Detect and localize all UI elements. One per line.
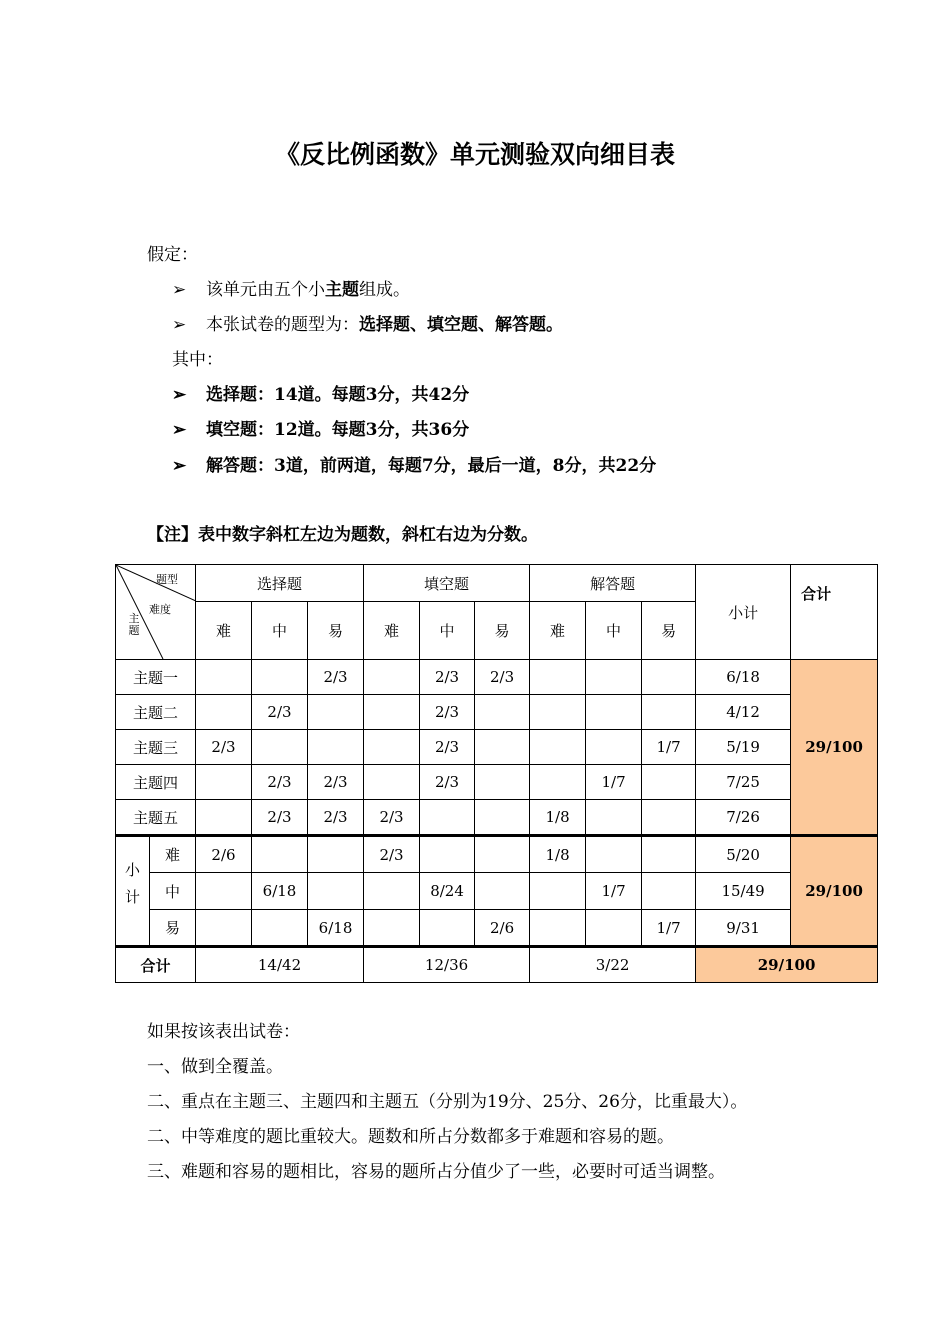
table-cell: [586, 910, 642, 947]
assume-label: 假定：: [147, 245, 198, 265]
table-cell: [364, 660, 420, 695]
table-cell: 6/18: [252, 873, 308, 910]
level-header: 易: [475, 602, 530, 660]
table-cell: 2/6: [475, 910, 530, 947]
arrow-bullet-icon: ➢: [172, 315, 187, 335]
topic-name: 主题五: [116, 800, 196, 836]
row-subtotal: 4/12: [696, 695, 791, 730]
subtotal-group-label: 小计: [116, 836, 150, 947]
total-row: [116, 947, 878, 983]
table-cell: 2/3: [308, 765, 364, 800]
corner-type-label: 题型: [156, 573, 178, 586]
category-choice: 选择题: [196, 565, 364, 602]
conclusion-label: 如果按该表出试卷：: [147, 1022, 300, 1042]
category-answer: 解答题: [530, 565, 696, 602]
topic-name: 主题四: [116, 765, 196, 800]
row-subtotal: 9/31: [696, 910, 791, 947]
topic-name: 主题二: [116, 695, 196, 730]
table-cell: [364, 730, 420, 765]
level-name: 中: [150, 873, 196, 910]
bullet-topics: ➢ 该单元由五个小主题组成。: [172, 280, 410, 300]
table-cell: [364, 765, 420, 800]
table-cell: [420, 800, 475, 836]
table-cell: 2/3: [252, 800, 308, 836]
table-cell: 1/7: [642, 730, 696, 765]
spec-table: [115, 564, 878, 983]
conclusion-item: 一、做到全覆盖。: [147, 1057, 283, 1077]
table-cell: 2/3: [364, 836, 420, 873]
level-header: 难: [196, 602, 252, 660]
table-row: [116, 660, 878, 695]
table-cell: [308, 873, 364, 910]
table-cell: [530, 660, 586, 695]
conclusion-item: 三、难题和容易的题相比，容易的题所占分值少了一些，必要时可适当调整。: [147, 1162, 725, 1182]
table-cell: 2/3: [252, 765, 308, 800]
table-cell: 2/3: [308, 660, 364, 695]
table-cell: 2/6: [196, 836, 252, 873]
table-cell: [530, 910, 586, 947]
total-answer: 3/22: [530, 947, 696, 983]
table-cell: [642, 765, 696, 800]
total-row-label: 合计: [116, 947, 196, 983]
corner-cell: [116, 565, 196, 660]
table-row: [116, 800, 878, 836]
table-cell: [586, 836, 642, 873]
table-cell: [475, 730, 530, 765]
grand-total: 29/100: [696, 947, 878, 983]
table-cell: 2/3: [196, 730, 252, 765]
table-cell: [475, 765, 530, 800]
level-header: 中: [586, 602, 642, 660]
table-cell: [252, 910, 308, 947]
table-cell: [420, 910, 475, 947]
table-cell: 6/18: [308, 910, 364, 947]
table-cell: [586, 800, 642, 836]
table-cell: 2/3: [420, 660, 475, 695]
table-cell: [308, 730, 364, 765]
total-header: 合计: [791, 565, 878, 660]
level-name: 易: [150, 910, 196, 947]
table-cell: [196, 910, 252, 947]
table-cell: [196, 800, 252, 836]
table-row: [116, 765, 878, 800]
table-note: 【注】表中数字斜杠左边为题数，斜杠右边为分数。: [147, 525, 538, 545]
table-cell: 2/3: [308, 800, 364, 836]
table-cell: [586, 660, 642, 695]
table-cell: [642, 836, 696, 873]
arrow-bullet-icon: ➢: [172, 385, 187, 405]
row-subtotal: 7/25: [696, 765, 791, 800]
level-rows: [116, 836, 878, 947]
table-cell: [308, 695, 364, 730]
table-cell: 1/7: [642, 910, 696, 947]
page-title: 《反比例函数》单元测验双向细目表: [274, 140, 675, 169]
table-cell: 2/3: [420, 730, 475, 765]
table-cell: [530, 765, 586, 800]
bullet-question-types: ➢ 本张试卷的题型为：选择题、填空题、解答题。: [172, 315, 563, 335]
table-cell: [530, 695, 586, 730]
conclusion-item: 二、重点在主题三、主题四和主题五（分别为19分、25分、26分，比重最大）。: [147, 1092, 748, 1112]
table-cell: [586, 730, 642, 765]
level-header: 易: [308, 602, 364, 660]
table-cell: [308, 836, 364, 873]
table-row: [116, 873, 878, 910]
table-cell: [475, 695, 530, 730]
table-cell: 1/8: [530, 800, 586, 836]
table-cell: [196, 873, 252, 910]
total-fill: 12/36: [364, 947, 530, 983]
table-cell: [420, 836, 475, 873]
level-header: 中: [420, 602, 475, 660]
category-fill: 填空题: [364, 565, 530, 602]
table-cell: [196, 660, 252, 695]
table-cell: 2/3: [252, 695, 308, 730]
arrow-bullet-icon: ➢: [172, 420, 187, 440]
table-cell: [252, 836, 308, 873]
arrow-bullet-icon: ➢: [172, 456, 187, 476]
table-cell: 2/3: [420, 695, 475, 730]
subtotal-header: 小计: [696, 565, 791, 660]
table-cell: 1/7: [586, 765, 642, 800]
row-subtotal: 6/18: [696, 660, 791, 695]
table-row: [116, 730, 878, 765]
topic-rows: [116, 660, 878, 836]
bullet-choice: ➢ 选择题：14道。每题3分，共42分: [172, 385, 470, 405]
level-total: 29/100: [791, 836, 878, 947]
arrow-bullet-icon: ➢: [172, 280, 187, 300]
table-cell: [475, 800, 530, 836]
among-label: 其中：: [172, 350, 223, 370]
row-subtotal: 15/49: [696, 873, 791, 910]
table-cell: [642, 800, 696, 836]
table-cell: [530, 873, 586, 910]
table-cell: 8/24: [420, 873, 475, 910]
level-header: 中: [252, 602, 308, 660]
table-cell: [252, 660, 308, 695]
table-cell: [364, 910, 420, 947]
table-cell: [475, 873, 530, 910]
table-cell: 2/3: [475, 660, 530, 695]
topic-name: 主题三: [116, 730, 196, 765]
table-cell: [196, 695, 252, 730]
table-cell: [364, 695, 420, 730]
topic-total: 29/100: [791, 660, 878, 836]
table-cell: 2/3: [364, 800, 420, 836]
topic-name: 主题一: [116, 660, 196, 695]
table-cell: [642, 873, 696, 910]
level-header: 易: [642, 602, 696, 660]
table-cell: [642, 695, 696, 730]
table-cell: [364, 873, 420, 910]
table-cell: 1/7: [586, 873, 642, 910]
table-row: [116, 910, 878, 947]
level-name: 难: [150, 836, 196, 873]
table-cell: 1/8: [530, 836, 586, 873]
total-choice: 14/42: [196, 947, 364, 983]
table-row: [116, 836, 878, 873]
conclusion-item: 二、中等难度的题比重较大。题数和所占分数都多于难题和容易的题。: [147, 1127, 674, 1147]
row-subtotal: 5/20: [696, 836, 791, 873]
table-cell: [475, 836, 530, 873]
level-header: 难: [364, 602, 420, 660]
bullet-fill: ➢ 填空题：12道。每题3分，共36分: [172, 420, 470, 440]
table-cell: [586, 695, 642, 730]
level-header: 难: [530, 602, 586, 660]
table-cell: [642, 660, 696, 695]
corner-topic-label: 主题: [128, 612, 140, 637]
table-cell: 2/3: [420, 765, 475, 800]
row-subtotal: 5/19: [696, 730, 791, 765]
table-cell: [530, 730, 586, 765]
row-subtotal: 7/26: [696, 800, 791, 836]
table-cell: [196, 765, 252, 800]
table-row: [116, 695, 878, 730]
table-cell: [252, 730, 308, 765]
corner-difficulty-label: 难度: [149, 603, 171, 616]
bullet-answer: ➢ 解答题：3道，前两道，每题7分，最后一道，8分，共22分: [172, 456, 657, 476]
